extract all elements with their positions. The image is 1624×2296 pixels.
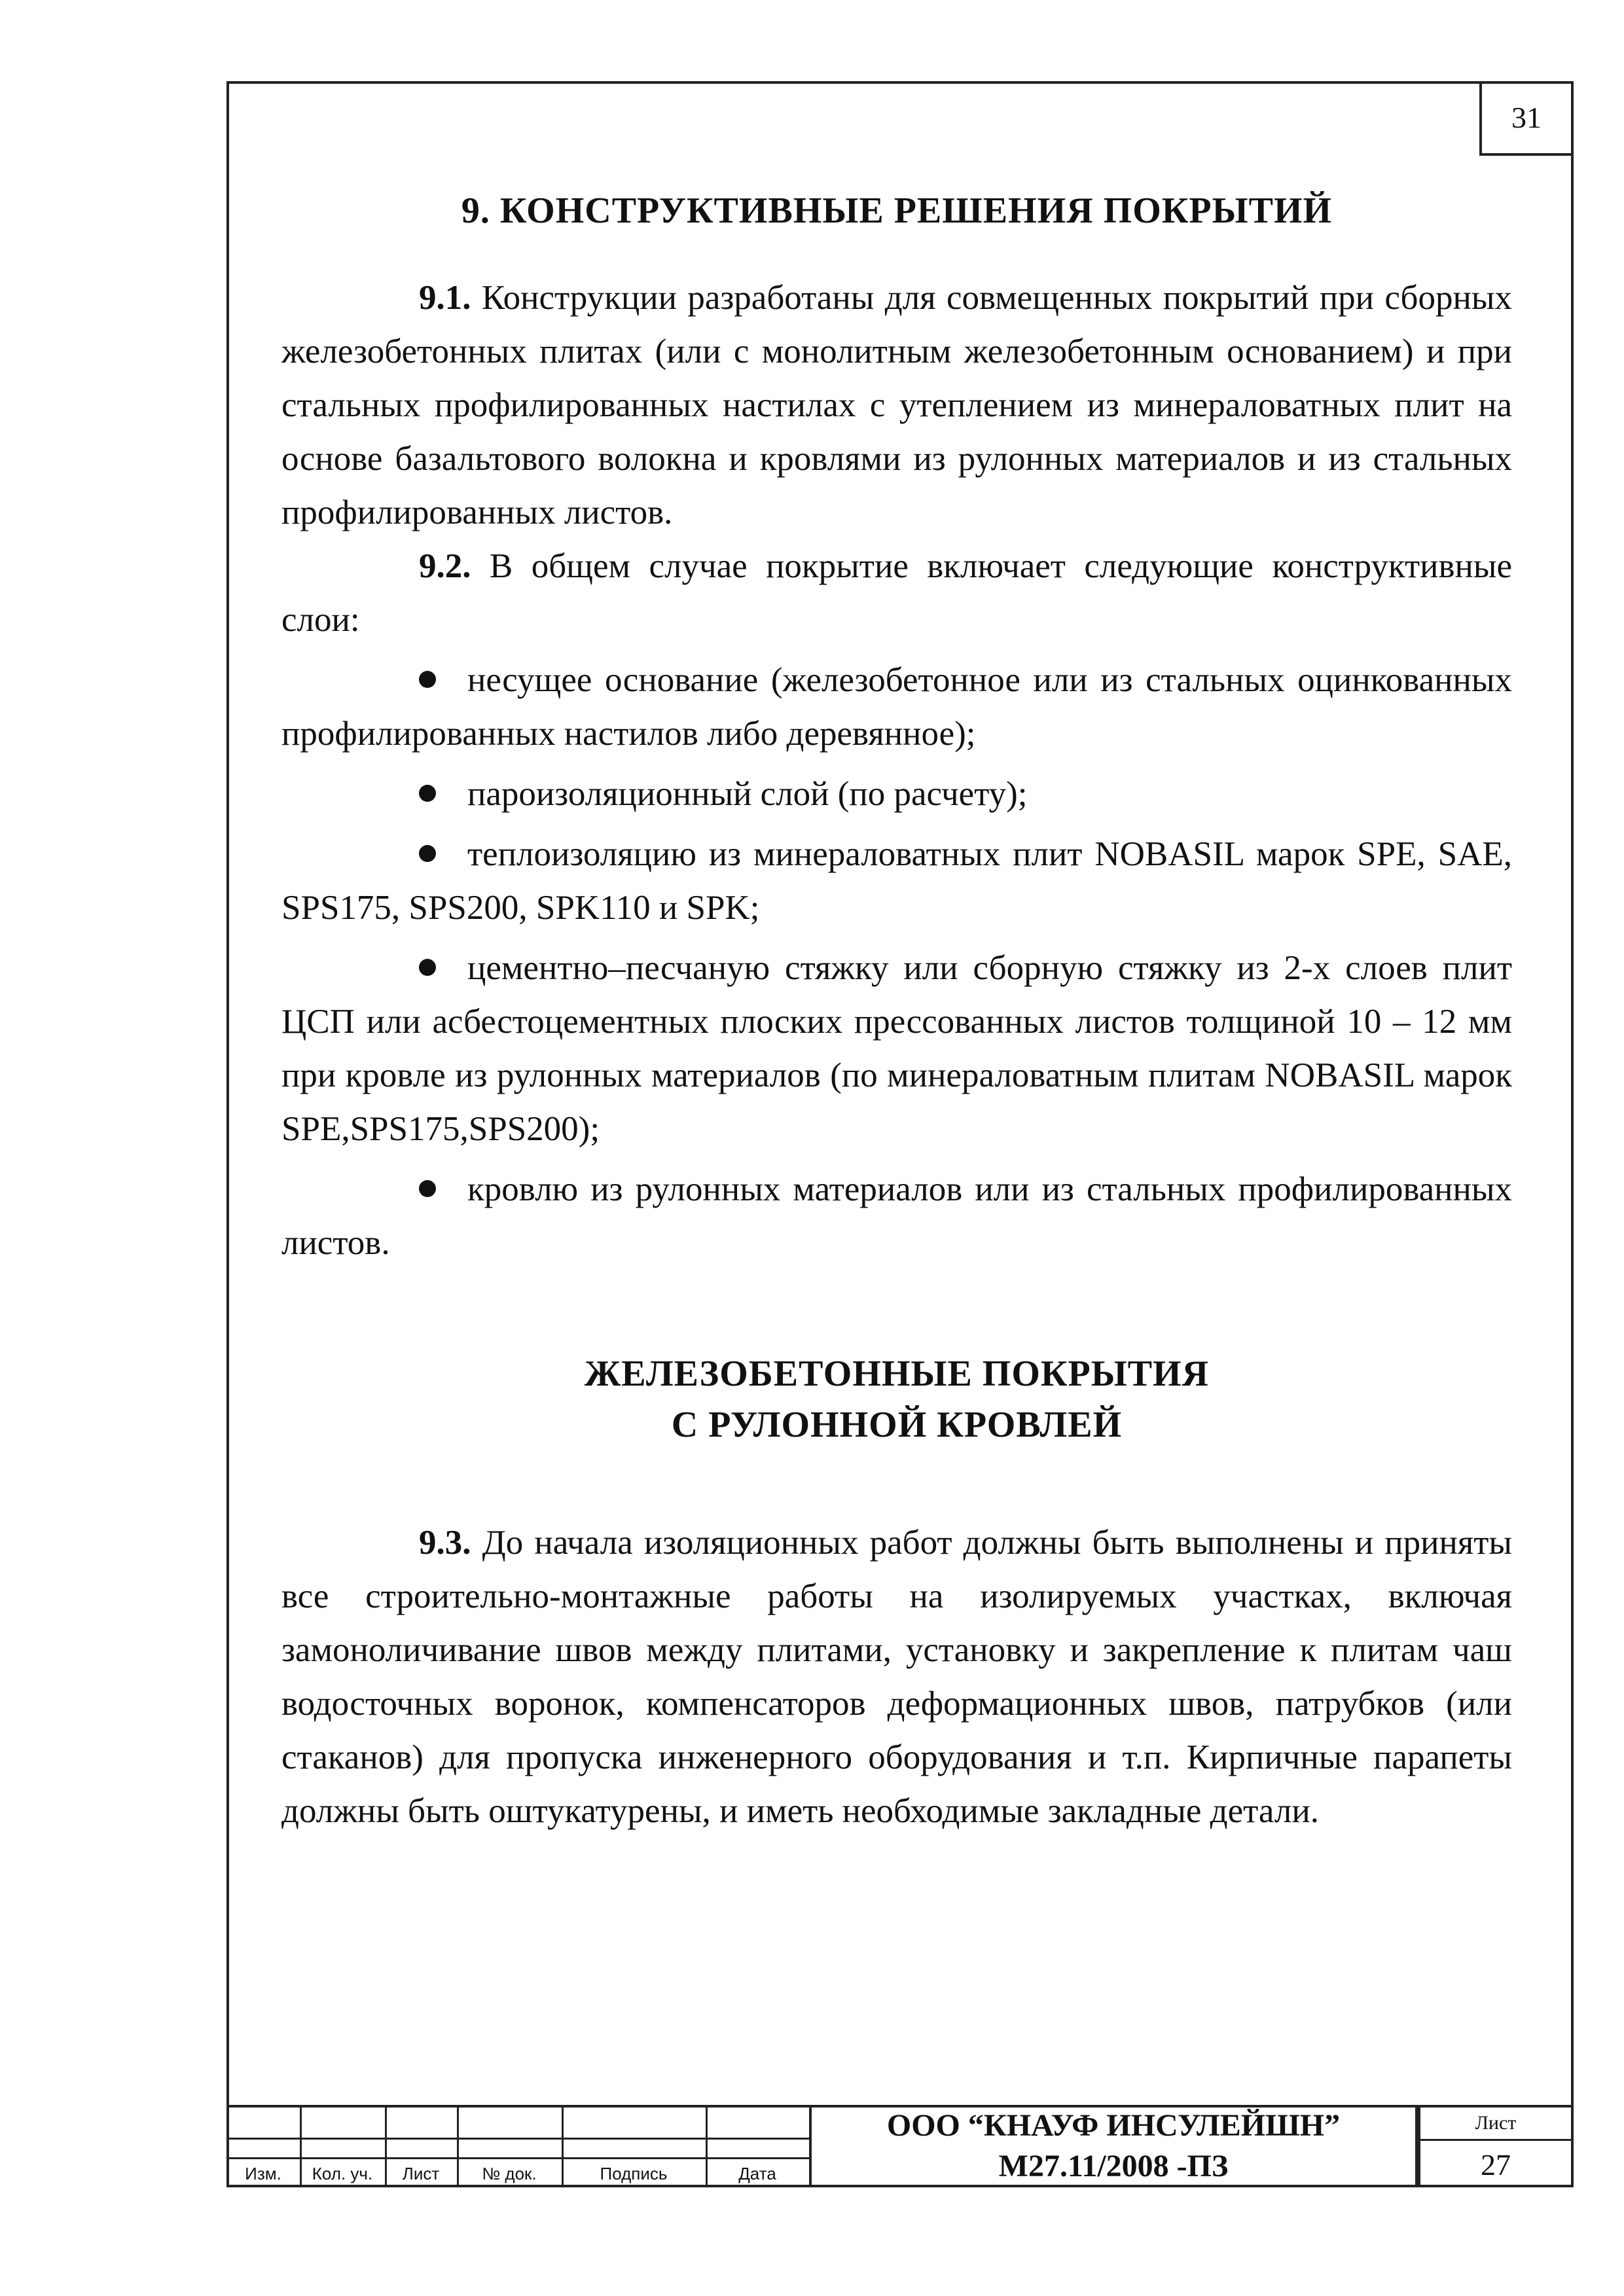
stamp-row-line — [226, 2157, 809, 2159]
document-code: М27.11/2008 -ПЗ — [998, 2149, 1229, 2183]
bullet-item — [281, 653, 1512, 761]
paragraph-text: В общем случае покрытие включает следующие конструктивные слои: — [281, 547, 1512, 639]
stamp-label: Изм. — [245, 2163, 281, 2183]
stamp-label: Подпись — [600, 2163, 668, 2183]
bullet-text: несущее основание (железобетонное или из стальных оцинкованных профилированных настилов либо деревянное); — [281, 661, 1512, 753]
page-number: 31 — [1479, 81, 1574, 156]
sheet-block — [1418, 2105, 1574, 2187]
paragraph-text: Конструкции разработаны для совмещенных покрытий при сборных железобетонных плитах (или с монолитным железобетонным основанием) и при стальных профилированных настилах с утеплением из минераловатных плит на основе базальтового волокна и кровлями из рулонных материалов и из стальных профилированных листов. — [281, 279, 1512, 531]
sheet-number: 27 — [1481, 2147, 1511, 2181]
subsection-heading-line2: С РУЛОННОЙ КРОВЛЕЙ — [671, 1405, 1123, 1445]
sheet-label: Лист — [1420, 2108, 1571, 2141]
bullet-text: цементно–песчаную стяжку или сборную стяжку из 2-х слоев плит ЦСП или асбестоцементных плоских прессованных листов толщиной 10 – 12 мм при кровле из рулонных материалов (по минераловатным плитам NOBASIL марок SPE,SPS175,SPS200); — [281, 949, 1512, 1148]
bullet-text: пароизоляционный слой (по расчету); — [467, 775, 1028, 813]
bullet-dot-icon — [419, 845, 436, 862]
stamp-label: Дата — [738, 2163, 776, 2183]
stamp-top-line — [226, 2105, 809, 2108]
stamp-label: № док. — [482, 2163, 537, 2183]
bullet-dot-icon — [419, 785, 436, 802]
paragraph-number: 9.2. — [419, 547, 471, 585]
stamp-label: Лист — [402, 2163, 440, 2183]
paragraph-9-1 — [281, 271, 1512, 539]
bullet-text: теплоизоляцию из минераловатных плит NOBASIL марок SPE, SAE, SPS175, SPS200, SPK110 и SPK; — [281, 835, 1512, 927]
subsection-heading-line1: ЖЕЛЕЗОБЕТОННЫЕ ПОКРЫТИЯ — [584, 1354, 1210, 1394]
section-heading: 9. КОНСТРУКТИВНЫЕ РЕШЕНИЯ ПОКРЫТИЙ — [461, 190, 1333, 231]
bullet-item — [281, 1162, 1512, 1270]
stamp-label: Кол. уч. — [312, 2163, 373, 2183]
organization-name: ООО “КНАУФ ИНСУЛЕЙШН” — [886, 2108, 1341, 2143]
document-body — [281, 190, 1512, 1838]
paragraph-9-2 — [281, 539, 1512, 647]
bullet-text: кровлю из рулонных материалов или из стальных профилированных листов. — [281, 1170, 1512, 1262]
paragraph-text: До начала изоляционных работ должны быть выполнены и приняты все строительно-монтажные работы на изолируемых участках, включая замоноличивание швов между плитами, установку и закрепление к плитам чаш водосточных воронок, компенсаторов деформационных швов, патрубков (или стаканов) для пропуска инженерного оборудования и т.п. Кирпичные парапеты должны быть оштукатурены, и иметь необходимые закладные детали. — [281, 1524, 1512, 1830]
bullet-item — [281, 827, 1512, 935]
subsection-heading — [281, 1348, 1512, 1450]
bullet-item — [281, 941, 1512, 1156]
paragraph-number: 9.3. — [419, 1524, 471, 1562]
bullet-dot-icon — [419, 1180, 436, 1197]
bullet-dot-icon — [419, 959, 436, 976]
bullet-item — [281, 767, 1512, 821]
paragraph-9-3 — [281, 1516, 1512, 1838]
stamp-row-line — [226, 2138, 809, 2140]
bullet-dot-icon — [419, 671, 436, 688]
organization-block — [809, 2105, 1418, 2187]
paragraph-number: 9.1. — [419, 279, 471, 317]
